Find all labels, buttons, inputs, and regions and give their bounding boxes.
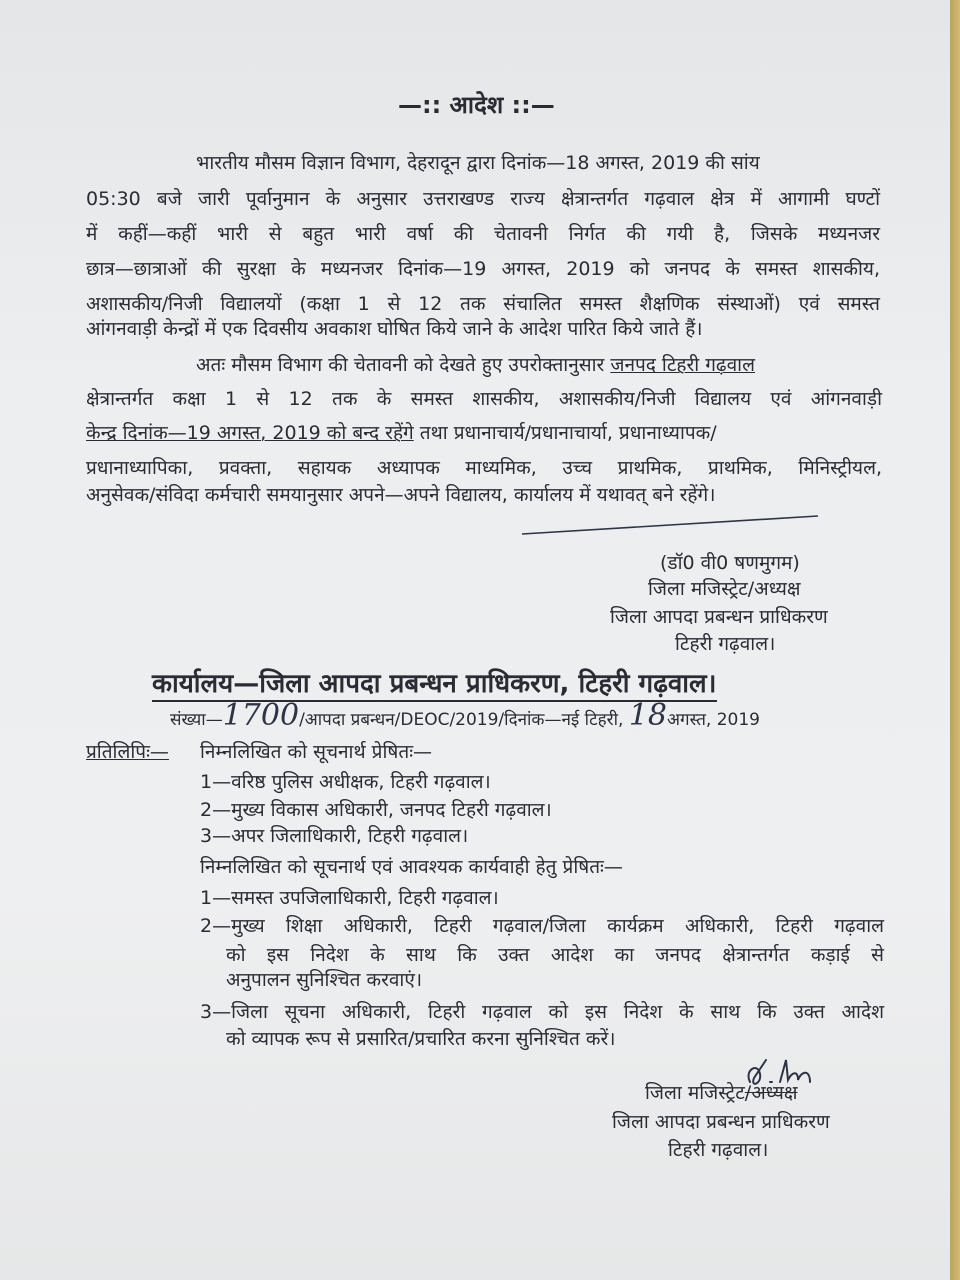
copy-list-item-cont: को व्यापक रूप से प्रसारित/प्रचारित करना सुनिश्चित करें।	[226, 1028, 616, 1050]
para1-line: अशासकीय/निजी विद्यालयों (कक्षा 1 से 12 तक संचालित समस्त शैक्षणिक संस्थाओं) एवं समस्त	[86, 293, 880, 315]
pen-stroke-line	[520, 510, 820, 540]
para1-line: आंगनवाड़ी केन्द्रों में एक दिवसीय अवकाश घोषित किये जाने के आदेश पारित किये जाते हैं।	[86, 318, 703, 340]
copy-list-item: 3—अपर जिलाधिकारी, टिहरी गढ़वाल।	[200, 825, 469, 847]
signatory-name: (डॉ0 वी0 षणमुगम)	[660, 552, 800, 574]
para2-underlined-text: जनपद टिहरी गढ़वाल	[610, 354, 755, 376]
copy-intro: निम्नलिखित को सूचनार्थ एवं आवश्यक कार्यवाही हेतु प्रेषितः—	[200, 856, 623, 878]
copy-list-item-cont: को इस निदेश के साथ कि उक्त आदेश का जनपद क्षेत्रान्तर्गत कड़ाई से	[226, 944, 884, 966]
ref-day-handwritten: 18	[628, 698, 668, 733]
signatory2-place: टिहरी गढ़वाल।	[668, 1139, 769, 1161]
copy-list-item-cont: अनुपालन सुनिश्चित करवाएं।	[226, 969, 423, 991]
para2-text: तथा प्रधानाचार्य/प्रधानाचार्या, प्रधानाध्यापक/	[419, 422, 717, 444]
signatory2-designation	[645, 1081, 798, 1105]
ref-number-handwritten: 1700	[222, 698, 300, 733]
signatory2-struck-text: /अध्यक्ष	[744, 1082, 798, 1104]
desk-background	[950, 0, 960, 1280]
ref-suffix: अगस्त, 2019	[667, 710, 760, 730]
signatory-authority: जिला आपदा प्रबन्धन प्राधिकरण	[610, 606, 828, 628]
copy-list-item: 2—मुख्य शिक्षा अधिकारी, टिहरी गढ़वाल/जिला कार्यक्रम अधिकारी, टिहरी गढ़वाल	[200, 915, 884, 937]
reference-line	[170, 698, 760, 733]
signatory-place: टिहरी गढ़वाल।	[675, 633, 776, 655]
order-title: —:: आदेश ::—	[398, 91, 555, 119]
para1-line: छात्र—छात्राओं की सुरक्षा के मध्यनजर दिनांक—19 अगस्त, 2019 को जनपद के समस्त शासकीय,	[86, 258, 880, 280]
para1-line: में कहीं—कहीं भारी से बहुत भारी वर्षा की चेतावनी निर्गत की गयी है, जिसके मध्यनजर	[86, 223, 880, 245]
copy-label: प्रतिलिपिः—	[86, 741, 169, 763]
signatory2-designation-text: जिला मजिस्ट्रेट	[645, 1082, 745, 1104]
ref-middle: /आपदा प्रबन्धन/DEOC/2019/दिनांक—नई टिहरी,	[299, 710, 624, 730]
para2-text: अतः मौसम विभाग की चेतावनी को देखते हुए उपरोक्तानुसार	[196, 354, 605, 376]
office-heading: कार्यालय—जिला आपदा प्रबन्धन प्राधिकरण, टिहरी गढ़वाल।	[152, 668, 717, 702]
para2-underlined-text: केन्द्र दिनांक—19 अगस्त, 2019 को बन्द रहेंगे	[86, 422, 414, 444]
para2-line: क्षेत्रान्तर्गत कक्षा 1 से 12 तक के समस्त शासकीय, अशासकीय/निजी विद्यालय एवं आंगनवाड़ी	[86, 388, 882, 410]
signatory-designation: जिला मजिस्ट्रेट/अध्यक्ष	[648, 578, 801, 600]
copy-list-item: 1—वरिष्ठ पुलिस अधीक्षक, टिहरी गढ़वाल।	[200, 771, 491, 793]
copy-list-item: 1—समस्त उपजिलाधिकारी, टिहरी गढ़वाल।	[200, 887, 499, 909]
para1-line: भारतीय मौसम विज्ञान विभाग, देहरादून द्वारा दिनांक—18 अगस्त, 2019 की सांय	[196, 152, 760, 174]
copy-intro: निम्नलिखित को सूचनार्थ प्रेषितः—	[200, 741, 433, 763]
para2-line	[86, 421, 717, 445]
para2-line: प्रधानाध्यापिका, प्रवक्ता, सहायक अध्यापक माध्यमिक, उच्च प्राथमिक, प्राथमिक, मिनिस्ट्रीयल,	[86, 457, 882, 479]
signatory2-authority: जिला आपदा प्रबन्धन प्राधिकरण	[612, 1111, 830, 1133]
copy-list-item: 2—मुख्य विकास अधिकारी, जनपद टिहरी गढ़वाल।	[200, 799, 552, 821]
para2-line: अनुसेवक/संविदा कर्मचारी समयानुसार अपने—अपने विद्यालय, कार्यालय में यथावत् बने रहेंगे।	[86, 484, 716, 506]
ref-prefix: संख्या—	[170, 710, 223, 730]
para2-line	[196, 353, 755, 377]
copy-list-item: 3—जिला सूचना अधिकारी, टिहरी गढ़वाल को इस निदेश के साथ कि उक्त आदेश	[200, 1001, 884, 1023]
para1-line: 05:30 बजे जारी पूर्वानुमान के अनुसार उत्तराखण्ड राज्य क्षेत्रान्तर्गत गढ़वाल क्षेत्र में आगामी घण्टों	[86, 188, 880, 210]
